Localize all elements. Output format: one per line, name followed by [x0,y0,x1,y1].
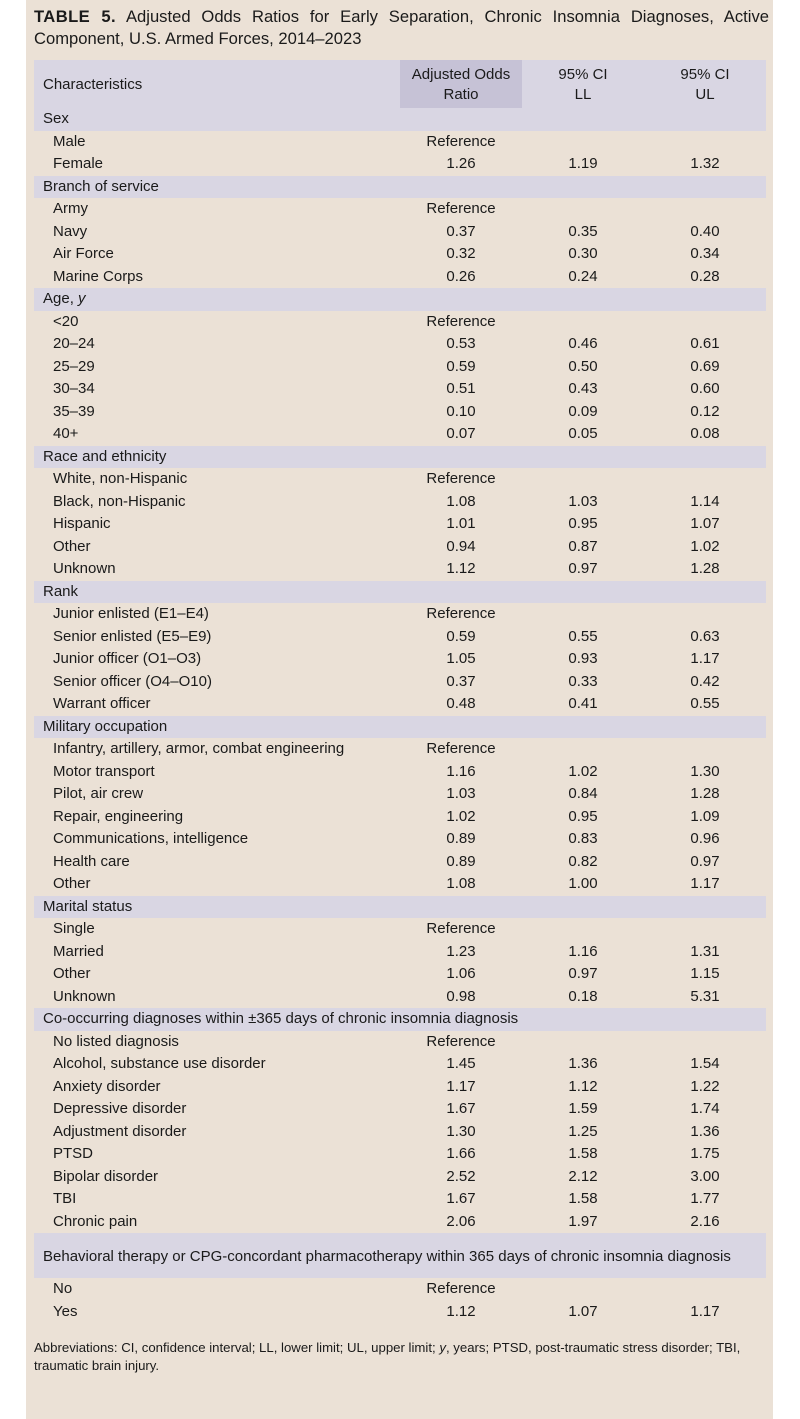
row-label: Hispanic [53,515,111,532]
row-label: Motor transport [53,762,155,780]
cell-ci-lower: 1.59 [568,1100,598,1117]
cell-ci-upper: 0.60 [690,380,720,397]
cell-adjusted-odds-ratio: Reference [426,312,496,330]
cell-adjusted-odds-ratio: 1.26 [446,155,476,172]
table-row [34,131,766,154]
cell-ci-lower: 1.12 [568,1077,598,1095]
section-row [34,716,766,739]
cell-ci-lower: 1.19 [568,155,598,172]
cell-adjusted-odds-ratio: 0.53 [446,335,476,352]
row-label: 25–29 [53,357,95,375]
cell-ci-lower: 1.25 [568,1122,598,1140]
table-row [34,738,766,761]
row-label: Other [53,537,91,555]
table-row [34,941,766,964]
cell-ci-lower: 1.58 [568,1190,598,1207]
table-row [34,513,766,536]
cell-ci-lower: 1.97 [568,1212,598,1230]
cell-ci-lower: 0.97 [568,560,598,577]
cell-ci-upper: 1.17 [690,650,720,667]
table-row [34,693,766,716]
cell-adjusted-odds-ratio: 1.06 [446,965,476,982]
cell-ci-lower [522,738,644,761]
header-ll-line2: LL [574,85,592,103]
cell-adjusted-odds-ratio: 1.12 [446,1302,476,1320]
cell-ci-upper: 0.96 [690,830,720,847]
header-ul-line1: 95% CI [680,65,730,83]
cell-ci-upper: 0.12 [690,402,720,420]
cell-ci-lower: 0.24 [568,267,598,285]
section-row [34,176,766,199]
cell-ci-upper: 0.28 [690,267,720,285]
cell-ci-lower: 1.03 [568,492,598,510]
cell-ci-upper: 1.28 [690,785,720,802]
cell-adjusted-odds-ratio: 0.37 [446,222,476,240]
section-name-italic: y [78,290,86,307]
table-row [34,873,766,896]
row-label: Other [53,875,91,892]
header-characteristics: Characteristics [34,60,400,108]
table-row [34,626,766,649]
table-row [34,1188,766,1211]
cell-ci-lower: 0.93 [568,650,598,667]
cell-adjusted-odds-ratio: Reference [426,1032,496,1050]
cell-adjusted-odds-ratio: 1.66 [446,1145,476,1162]
table-row [34,1098,766,1121]
cell-ci-upper: 1.31 [690,942,720,960]
cell-ci-lower: 1.02 [568,762,598,780]
table-row [34,1278,766,1301]
row-label: Army [53,200,88,217]
cell-ci-upper: 5.31 [690,987,720,1005]
cell-ci-lower: 0.43 [568,380,598,397]
table-row [34,648,766,671]
section-heading [34,288,766,311]
cell-ci-lower [522,603,644,626]
row-label: Male [53,132,86,150]
cell-ci-upper: 1.28 [690,560,720,577]
table-title [34,6,769,50]
row-label: Female [53,155,104,172]
table-row [34,1031,766,1054]
cell-ci-lower: 0.18 [568,987,598,1005]
footnote-part1: Abbreviations: CI, confidence interval; LL, lower limit; UL, upper limit; [34,1340,436,1355]
cell-adjusted-odds-ratio: 2.06 [446,1212,476,1230]
row-label: Chronic pain [53,1212,138,1230]
table-row [34,378,766,401]
cell-ci-upper: 0.61 [690,335,720,352]
section-heading [34,716,766,739]
row-label: Adjustment disorder [53,1122,187,1140]
cell-ci-lower: 0.41 [568,695,598,712]
row-label: TBI [53,1190,77,1207]
cell-ci-upper: 0.69 [690,357,720,375]
row-label: Communications, intelligence [53,830,249,847]
cell-adjusted-odds-ratio: 0.94 [446,537,476,555]
section-heading [34,1233,766,1278]
row-label: Yes [53,1302,78,1320]
cell-ci-lower: 1.07 [568,1302,598,1320]
cell-ci-lower: 0.33 [568,672,598,690]
row-label: Alcohol, substance use disorder [53,1055,266,1072]
table-row [34,1301,766,1324]
cell-ci-upper: 1.54 [690,1055,720,1072]
table-panel [26,0,773,1419]
cell-ci-upper: 2.16 [690,1212,720,1230]
header-ul-line2: UL [695,85,715,103]
cell-ci-lower: 0.95 [568,515,598,532]
header-ci-upper-limit [644,60,766,108]
table-header-row [34,60,766,108]
cell-adjusted-odds-ratio: 0.48 [446,695,476,712]
cell-adjusted-odds-ratio: 1.02 [446,807,476,825]
odds-ratio-table [34,60,766,1323]
table-row [34,806,766,829]
table-row [34,1166,766,1189]
cell-ci-upper [644,603,766,626]
row-label: White, non-Hispanic [53,470,188,487]
table-row [34,221,766,244]
cell-ci-upper: 1.75 [690,1145,720,1162]
row-label: Other [53,965,91,982]
section-row [34,1008,766,1031]
cell-ci-upper [644,738,766,761]
cell-adjusted-odds-ratio: 1.67 [446,1190,476,1207]
cell-adjusted-odds-ratio: 1.01 [446,515,476,532]
cell-ci-lower: 0.82 [568,852,598,870]
cell-ci-lower [522,1278,644,1301]
cell-adjusted-odds-ratio: 0.07 [446,425,476,442]
cell-ci-lower: 0.95 [568,807,598,825]
cell-ci-upper [644,1031,766,1054]
cell-ci-upper: 0.34 [690,245,720,262]
cell-adjusted-odds-ratio: 1.16 [446,762,476,780]
section-heading [34,108,766,131]
row-label: Warrant officer [53,695,151,712]
cell-adjusted-odds-ratio: 1.08 [446,875,476,892]
cell-adjusted-odds-ratio: 0.26 [446,267,476,285]
cell-ci-lower: 1.58 [568,1145,598,1162]
header-ll-line1: 95% CI [558,65,608,83]
table-row [34,918,766,941]
section-name: Sex [43,110,69,127]
header-aor-line2: Ratio [443,85,479,103]
table-title-text: Adjusted Odds Ratios for Early Separation, Chronic Insomnia Diagnoses, Active Component, U.S. Armed Forces, 2014–2023 [34,7,769,48]
table-row [34,1076,766,1099]
row-label: Anxiety disorder [53,1077,161,1095]
cell-adjusted-odds-ratio: 2.52 [446,1167,476,1185]
cell-ci-upper: 1.14 [690,492,720,510]
table-row [34,828,766,851]
cell-adjusted-odds-ratio: Reference [426,605,496,622]
row-label: Bipolar disorder [53,1167,159,1185]
footnote-italic: y [439,1340,446,1355]
row-label: Black, non-Hispanic [53,492,186,510]
table-row [34,963,766,986]
row-label: Junior enlisted (E1–E4) [53,605,209,622]
cell-adjusted-odds-ratio: 1.45 [446,1055,476,1072]
row-label: Single [53,920,95,937]
cell-ci-upper: 1.22 [690,1077,720,1095]
table-row [34,603,766,626]
cell-adjusted-odds-ratio: Reference [426,200,496,217]
cell-ci-lower [522,198,644,221]
row-label: <20 [53,312,79,330]
row-label: Infantry, artillery, armor, combat engineering [53,740,345,757]
section-row [34,896,766,919]
cell-ci-lower: 0.55 [568,627,598,645]
cell-ci-lower: 1.16 [568,942,598,960]
cell-ci-upper: 3.00 [690,1167,720,1185]
row-label: Married [53,942,104,960]
cell-adjusted-odds-ratio: 0.59 [446,357,476,375]
row-label: Marine Corps [53,267,144,285]
table-row [34,311,766,334]
cell-ci-upper: 1.09 [690,807,720,825]
section-row [34,581,766,604]
section-heading [34,176,766,199]
cell-ci-upper: 0.97 [690,852,720,870]
section-row [34,1233,766,1278]
table-body [34,108,766,1323]
cell-adjusted-odds-ratio: 0.98 [446,987,476,1005]
section-heading [34,446,766,469]
table-row [34,851,766,874]
cell-adjusted-odds-ratio: 0.59 [446,627,476,645]
table-row [34,671,766,694]
cell-ci-lower [522,468,644,491]
table-row [34,558,766,581]
cell-ci-lower: 0.35 [568,222,598,240]
cell-adjusted-odds-ratio: 1.12 [446,560,476,577]
cell-ci-lower [522,131,644,154]
cell-ci-upper: 1.02 [690,537,720,555]
table-row [34,401,766,424]
row-label: Junior officer (O1–O3) [53,650,202,667]
table-row [34,423,766,446]
footnote-part2: , years; PTSD, post-traumatic stress disorder; TBI, traumatic brain injury. [34,1340,741,1373]
cell-ci-lower [522,311,644,334]
cell-adjusted-odds-ratio: 0.32 [446,245,476,262]
cell-ci-lower: 1.36 [568,1055,598,1072]
row-label: Senior enlisted (E5–E9) [53,627,212,645]
row-label: No listed diagnosis [53,1032,179,1050]
section-heading [34,1008,766,1031]
row-label: 20–24 [53,335,95,352]
section-name: Military occupation [43,717,168,735]
cell-adjusted-odds-ratio: 0.37 [446,672,476,690]
cell-adjusted-odds-ratio: Reference [426,740,496,757]
row-label: 40+ [53,425,79,442]
cell-ci-lower: 1.00 [568,875,598,892]
cell-ci-upper: 1.17 [690,875,720,892]
cell-ci-upper: 1.36 [690,1122,720,1140]
table-row [34,356,766,379]
cell-ci-lower: 2.12 [568,1167,598,1185]
cell-adjusted-odds-ratio: 1.08 [446,492,476,510]
header-ci-lower-limit [522,60,644,108]
section-name: Rank [43,582,79,600]
section-heading [34,896,766,919]
cell-adjusted-odds-ratio: 0.89 [446,830,476,847]
row-label: 30–34 [53,380,95,397]
cell-ci-lower: 0.87 [568,537,598,555]
cell-ci-lower: 0.97 [568,965,598,982]
cell-ci-lower: 0.09 [568,402,598,420]
cell-ci-upper: 0.42 [690,672,720,690]
cell-ci-upper [644,468,766,491]
cell-ci-upper [644,918,766,941]
cell-adjusted-odds-ratio: 1.23 [446,942,476,960]
section-heading [34,581,766,604]
row-label: Senior officer (O4–O10) [53,672,212,690]
table-row [34,1121,766,1144]
row-label: Air Force [53,245,114,262]
table-row [34,1211,766,1234]
cell-ci-lower: 0.46 [568,335,598,352]
section-name: Branch of service [43,177,159,195]
cell-adjusted-odds-ratio: 0.89 [446,852,476,870]
cell-ci-upper: 0.55 [690,695,720,712]
cell-adjusted-odds-ratio: Reference [426,1280,496,1297]
row-label: Unknown [53,560,116,577]
section-row [34,108,766,131]
row-label: Unknown [53,987,116,1005]
cell-adjusted-odds-ratio: 1.03 [446,785,476,802]
section-row [34,288,766,311]
section-name: Co-occurring diagnoses within ±365 days of chronic insomnia diagnosis [43,1010,519,1027]
cell-ci-lower [522,1031,644,1054]
section-row [34,446,766,469]
row-label: Depressive disorder [53,1100,187,1117]
header-adjusted-odds-ratio [400,60,522,108]
table-row [34,333,766,356]
cell-ci-upper: 1.17 [690,1302,720,1320]
cell-ci-upper: 1.74 [690,1100,720,1117]
header-aor-line1: Adjusted Odds [411,65,511,83]
cell-ci-lower: 0.84 [568,785,598,802]
cell-adjusted-odds-ratio: 0.10 [446,402,476,420]
table-row [34,1143,766,1166]
cell-ci-upper: 1.77 [690,1190,720,1207]
table-row [34,153,766,176]
row-label: Repair, engineering [53,807,184,825]
section-name: Behavioral therapy or CPG-concordant pharmacotherapy within 365 days of chronic insomnia diagnosis [43,1247,731,1265]
table-row [34,986,766,1009]
section-name: Race and ethnicity [43,447,167,465]
table-row [34,198,766,221]
table-row [34,491,766,514]
table-row [34,783,766,806]
row-label: PTSD [53,1145,94,1162]
table-row [34,536,766,559]
cell-ci-upper: 0.40 [690,222,720,240]
section-name: Age, [43,290,74,307]
cell-ci-upper [644,1278,766,1301]
cell-ci-upper: 1.07 [690,515,720,532]
cell-ci-upper: 1.15 [690,965,720,982]
cell-ci-lower: 0.30 [568,245,598,262]
cell-ci-upper: 0.08 [690,425,720,442]
cell-ci-lower: 0.50 [568,357,598,375]
table-label: TABLE 5. [34,7,116,26]
cell-ci-upper: 0.63 [690,627,720,645]
cell-adjusted-odds-ratio: 1.05 [446,650,476,667]
cell-ci-upper [644,131,766,154]
cell-ci-upper: 1.30 [690,762,720,780]
row-label: No [53,1280,73,1297]
cell-ci-upper [644,311,766,334]
cell-ci-lower: 0.83 [568,830,598,847]
row-label: 35–39 [53,402,95,420]
cell-adjusted-odds-ratio: Reference [426,132,496,150]
cell-ci-lower [522,918,644,941]
row-label: Pilot, air crew [53,785,144,802]
section-name: Marital status [43,897,133,915]
row-label: Navy [53,222,88,240]
cell-adjusted-odds-ratio: 1.17 [446,1077,476,1095]
abbreviations-footnote [34,1339,759,1374]
table-row [34,243,766,266]
cell-adjusted-odds-ratio: 1.67 [446,1100,476,1117]
table-row [34,266,766,289]
row-label: Health care [53,852,130,870]
cell-adjusted-odds-ratio: 0.51 [446,380,476,397]
cell-adjusted-odds-ratio: 1.30 [446,1122,476,1140]
table-row [34,1053,766,1076]
table-row [34,761,766,784]
table-row [34,468,766,491]
cell-ci-upper [644,198,766,221]
cell-ci-upper: 1.32 [690,155,720,172]
cell-adjusted-odds-ratio: Reference [426,470,496,487]
cell-adjusted-odds-ratio: Reference [426,920,496,937]
cell-ci-lower: 0.05 [568,425,598,442]
